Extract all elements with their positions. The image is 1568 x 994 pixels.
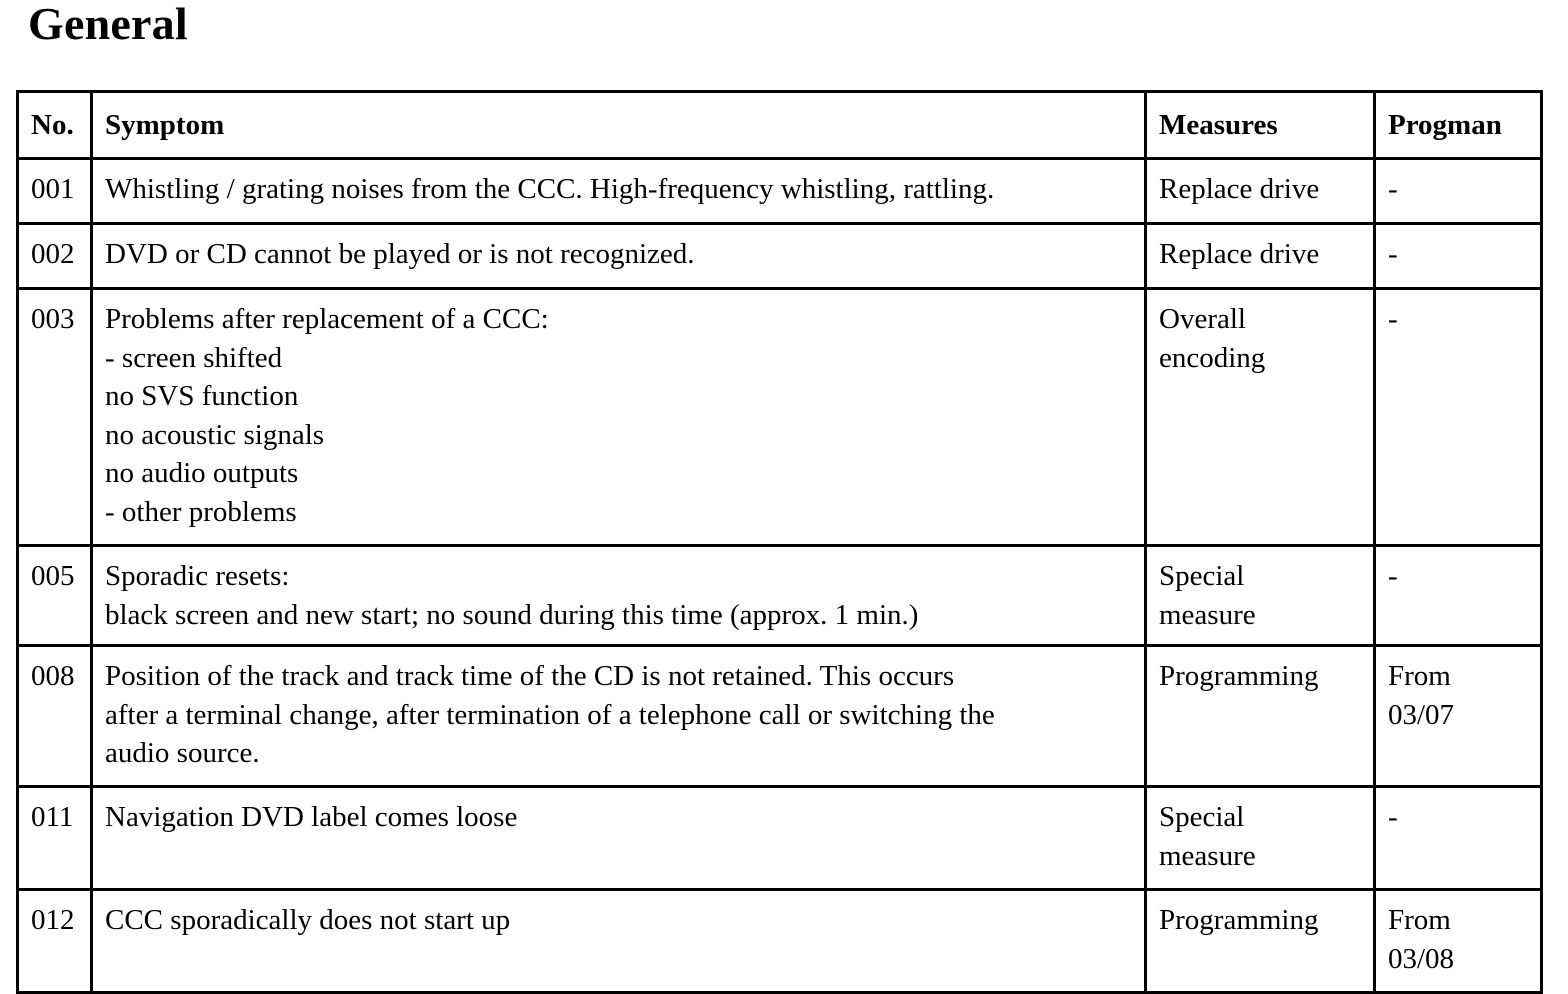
cell-progman: - [1375, 289, 1542, 546]
table-row [18, 159, 1542, 224]
cell-measures: Special measure [1146, 546, 1375, 646]
cell-no: 012 [18, 890, 92, 993]
cell-progman: - [1375, 224, 1542, 289]
cell-measures: Special measure [1146, 787, 1375, 890]
table-header-row [18, 92, 1542, 159]
header-no: No. [18, 92, 92, 159]
symptom-table [16, 90, 1543, 994]
cell-measures: Programming [1146, 890, 1375, 993]
cell-no: 002 [18, 224, 92, 289]
table-row [18, 890, 1542, 993]
cell-progman: - [1375, 546, 1542, 646]
cell-no: 005 [18, 546, 92, 646]
cell-no: 008 [18, 646, 92, 787]
cell-measures: Replace drive [1146, 224, 1375, 289]
header-symptom: Symptom [92, 92, 1146, 159]
header-progman: Progman [1375, 92, 1542, 159]
cell-symptom: Position of the track and track time of the CD is not retained. This occurs after a terminal change, after termination of a telephone call or switching the audio source. [92, 646, 1146, 787]
cell-no: 011 [18, 787, 92, 890]
cell-measures: Replace drive [1146, 159, 1375, 224]
cell-measures: Overall encoding [1146, 289, 1375, 546]
cell-symptom: DVD or CD cannot be played or is not recognized. [92, 224, 1146, 289]
cell-no: 001 [18, 159, 92, 224]
cell-no: 003 [18, 289, 92, 546]
header-measures: Measures [1146, 92, 1375, 159]
cell-progman: - [1375, 787, 1542, 890]
cell-progman: From 03/07 [1375, 646, 1542, 787]
cell-symptom: Sporadic resets: black screen and new start; no sound during this time (approx. 1 min.) [92, 546, 1146, 646]
cell-measures: Programming [1146, 646, 1375, 787]
cell-progman: From 03/08 [1375, 890, 1542, 993]
cell-symptom: Whistling / grating noises from the CCC. High-frequency whistling, rattling. [92, 159, 1146, 224]
table-row [18, 224, 1542, 289]
cell-symptom: CCC sporadically does not start up [92, 890, 1146, 993]
table-row [18, 646, 1542, 787]
cell-progman: - [1375, 159, 1542, 224]
table-row [18, 546, 1542, 646]
table-row [18, 787, 1542, 890]
table-row [18, 289, 1542, 546]
page-title: General [28, 0, 188, 49]
cell-symptom: Problems after replacement of a CCC: - screen shifted no SVS function no acoustic signals no audio outputs - other problems [92, 289, 1146, 546]
cell-symptom: Navigation DVD label comes loose [92, 787, 1146, 890]
